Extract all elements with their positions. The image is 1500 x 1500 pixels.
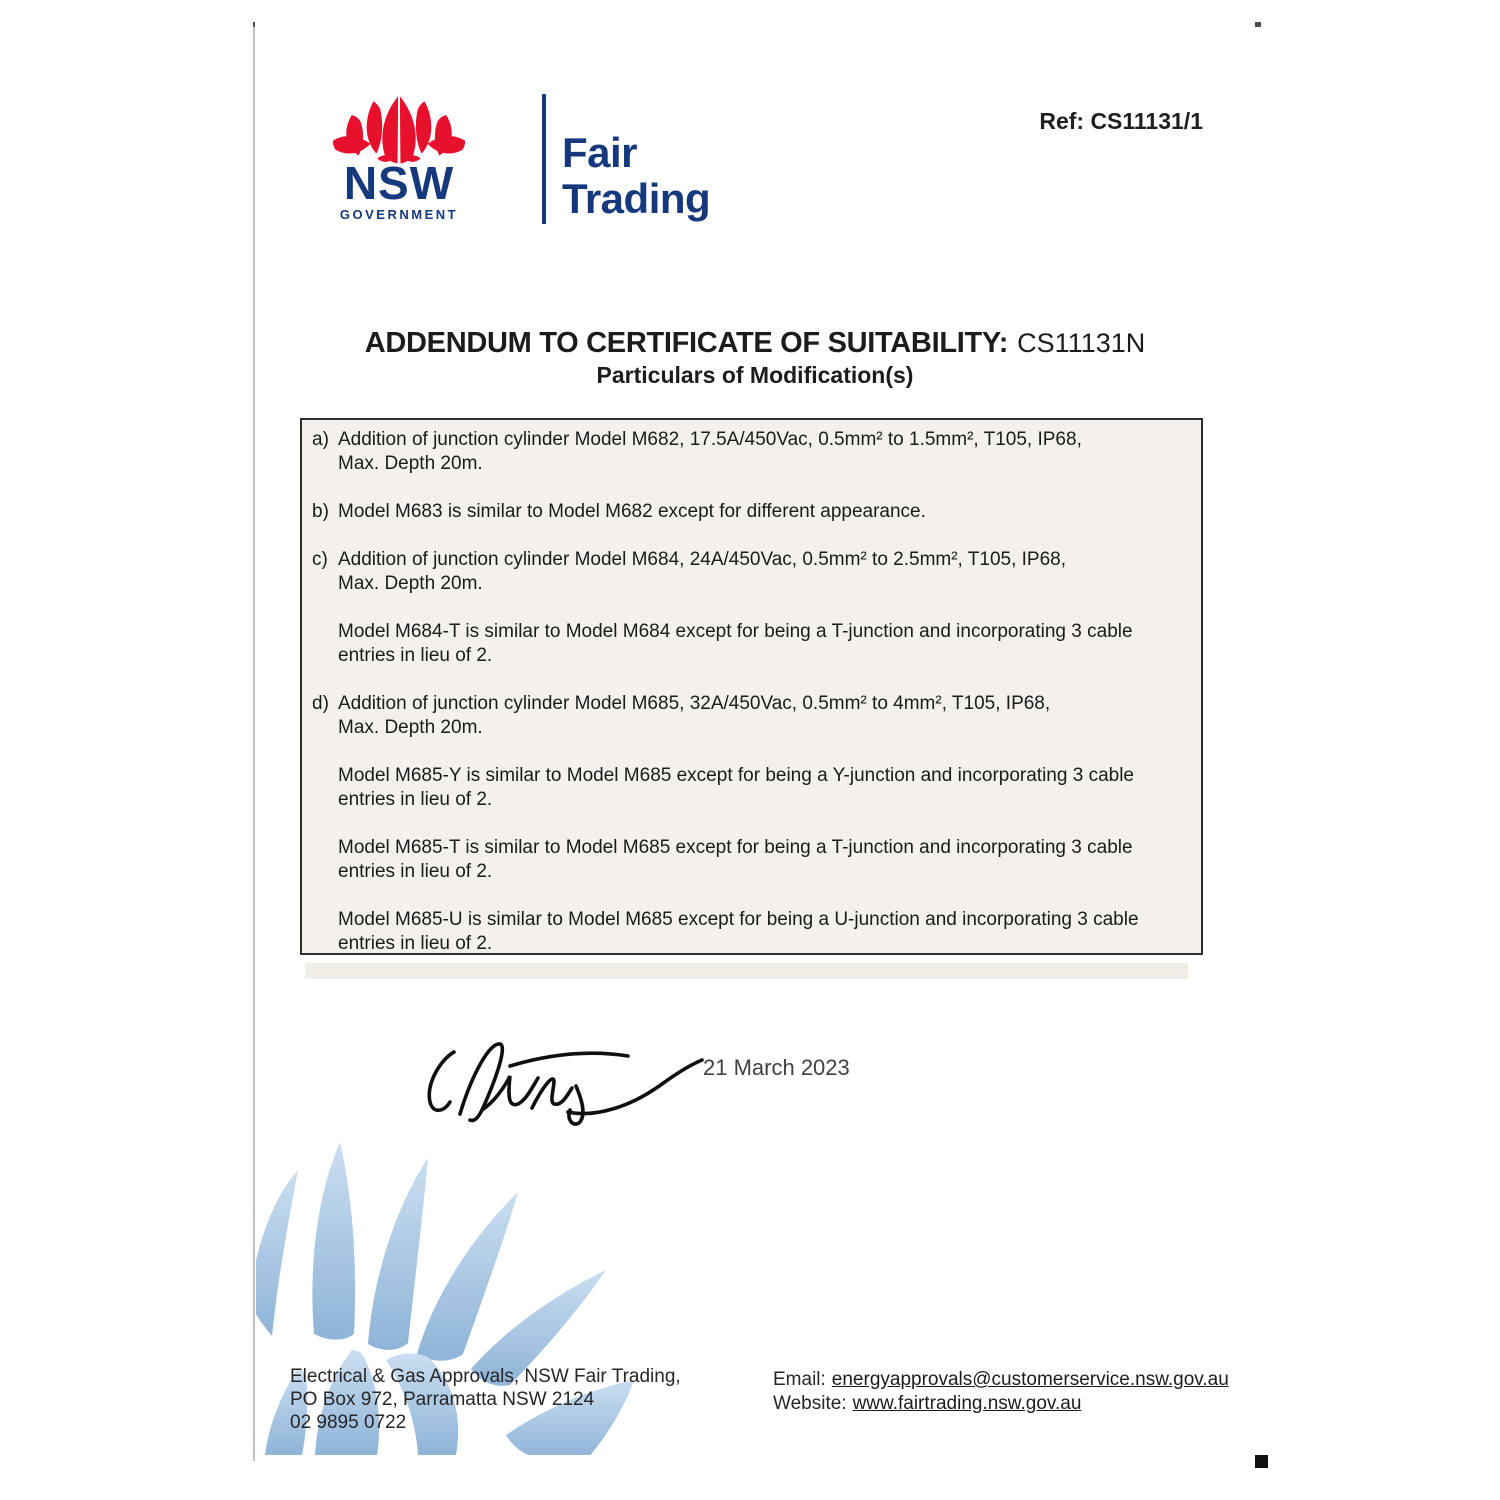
title-main-text: ADDENDUM TO CERTIFICATE OF SUITABILITY: (364, 327, 1009, 359)
document-subtitle: Particulars of Modification(s) (596, 362, 914, 388)
modification-label: a) (312, 429, 329, 450)
modification-paragraph (312, 836, 1191, 884)
modifications-list (312, 428, 1191, 955)
logo-dept-line2: Trading (562, 175, 711, 222)
reference-number: Ref: CS11131/1 (1039, 108, 1203, 134)
footer-email-line (773, 1368, 1229, 1392)
box-shadow-strip (305, 963, 1188, 979)
footer-contact-block (773, 1368, 1229, 1416)
modification-paragraph (312, 692, 1191, 740)
modification-label: c) (312, 549, 328, 570)
modification-text (338, 764, 1191, 812)
email-label: Email: (773, 1369, 826, 1390)
modification-line: Model M685-T is similar to Model M685 except for being a T-junction and incorporating 3 cable (338, 837, 1133, 858)
modification-text (338, 428, 1191, 476)
modifications-box (300, 418, 1203, 955)
modification-text (338, 620, 1191, 668)
modification-paragraph (312, 908, 1191, 955)
signature-handwritten (410, 1022, 710, 1132)
modification-line: Addition of junction cylinder Model M682, 17.5A/450Vac, 0.5mm² to 1.5mm², T105, IP68, (338, 429, 1082, 450)
modification-line: entries in lieu of 2. (338, 861, 493, 882)
modification-line: Model M685-Y is similar to Model M685 except for being a Y-junction and incorporating 3 cable (338, 765, 1134, 786)
logo-org-subtitle: GOVERNMENT (339, 207, 459, 222)
email-link[interactable]: energyapprovals@customerservice.nsw.gov.au (831, 1369, 1229, 1390)
footer-website-line (773, 1392, 1229, 1416)
footer-phone-line: 02 9895 0722 (290, 1412, 407, 1433)
waratah-flower-icon (330, 84, 468, 168)
document-title (255, 326, 1255, 360)
footer-address-block (290, 1365, 681, 1434)
modification-line: Max. Depth 20m. (338, 453, 483, 474)
modification-text (338, 500, 1191, 524)
modification-text (338, 692, 1191, 740)
nsw-fair-trading-logo (330, 84, 750, 234)
modification-line: Max. Depth 20m. (338, 573, 483, 594)
modification-line: entries in lieu of 2. (338, 645, 493, 666)
logo-divider (542, 94, 546, 224)
modification-line: Model M683 is similar to Model M682 except for different appearance. (338, 501, 926, 522)
modification-label: d) (312, 693, 329, 714)
footer-org-line: Electrical & Gas Approvals, NSW Fair Trading, (290, 1366, 681, 1387)
modification-line: Addition of junction cylinder Model M684, 24A/450Vac, 0.5mm² to 2.5mm², T105, IP68, (338, 549, 1067, 570)
logo-org-name: NSW (343, 157, 455, 209)
modification-line: Model M685-U is similar to Model M685 except for being a U-junction and incorporating 3 cable (338, 909, 1139, 930)
modification-line: entries in lieu of 2. (338, 933, 493, 954)
modification-paragraph (312, 548, 1191, 596)
modification-line: Addition of junction cylinder Model M685, 32A/450Vac, 0.5mm² to 4mm², T105, IP68, (338, 693, 1051, 714)
logo-department-name (562, 130, 710, 222)
modification-paragraph (312, 428, 1191, 476)
modification-line: Max. Depth 20m. (338, 717, 483, 738)
modification-paragraph (312, 500, 1191, 524)
modification-line: Model M684-T is similar to Model M684 except for being a T-junction and incorporating 3 cable (338, 621, 1133, 642)
footer-pobox-line: PO Box 972, Parramatta NSW 2124 (290, 1389, 595, 1410)
title-block (255, 326, 1255, 389)
certificate-number: CS11131N (1017, 328, 1146, 358)
website-label: Website: (773, 1393, 847, 1414)
modification-text (338, 836, 1191, 884)
modification-text (338, 908, 1191, 955)
modification-label: b) (312, 501, 329, 522)
website-link[interactable]: www.fairtrading.nsw.gov.au (852, 1393, 1082, 1414)
signature-date: 21 March 2023 (703, 1055, 850, 1080)
certificate-page (255, 22, 1255, 1468)
modification-paragraph (312, 764, 1191, 812)
modification-text (338, 548, 1191, 596)
modification-paragraph (312, 620, 1191, 668)
logo-dept-line1: Fair (562, 129, 638, 176)
modification-line: entries in lieu of 2. (338, 789, 493, 810)
